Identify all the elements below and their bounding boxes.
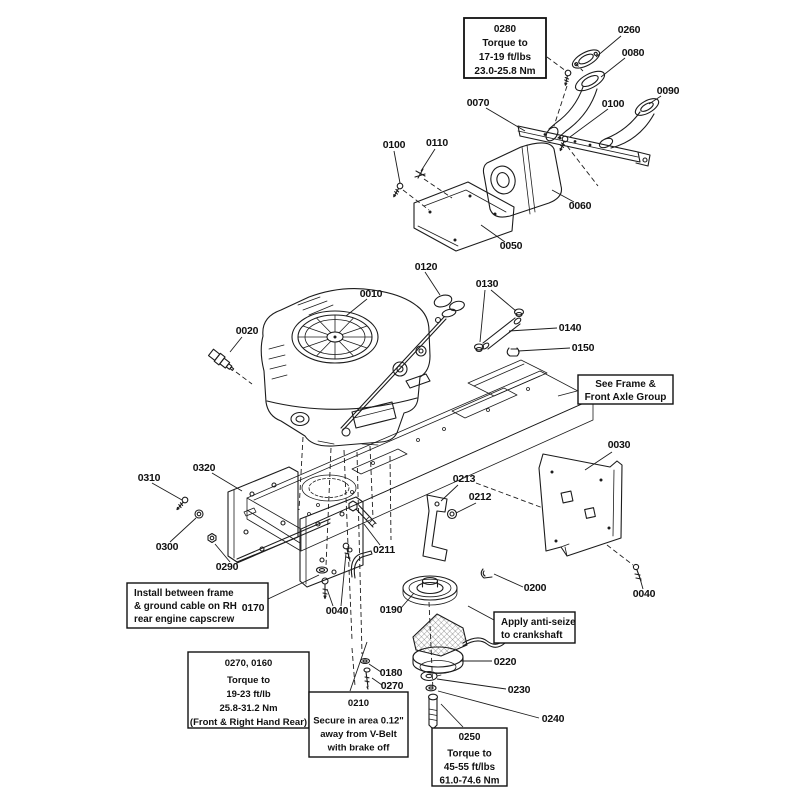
part-label-0260: 0260 [617,24,641,36]
callout-install-ground-cable-line-2: rear engine capscrew [134,614,235,625]
frame-art [247,360,593,551]
screw-0100-shield-art [391,182,403,198]
callout-see-frame-group-line-0: See Frame & [595,379,656,390]
callout-torque-0270-0160-line-1: Torque to [226,675,271,686]
washer-0300-art [195,510,203,518]
washers-0230-art [421,672,441,691]
gasket-0260-art [570,46,603,72]
part-label-0050: 0050 [499,240,523,252]
part-label-0320: 0320 [192,462,216,474]
callout-torque-0280-line-1: Torque to [482,38,528,49]
alignment-dashes [236,57,633,691]
part-label-0060: 0060 [568,200,592,212]
callout-secure-0210-line-2: away from V-Belt [320,729,397,740]
part-label-0290: 0290 [215,561,239,573]
callout-torque-0250-line-1: Torque to [447,748,492,760]
callout-torque-0280-line-2: 17-19 ft/lbs [478,52,532,63]
part-label-0300: 0300 [155,541,179,553]
callout-anti-seize [494,612,576,643]
callout-torque-0280-line-3: 23.0-25.8 Nm [474,66,536,77]
part-label-0190: 0190 [379,604,403,616]
bolt-0240-art [429,694,438,729]
part-label-0240: 0240 [541,713,565,725]
part-label-0270: 0270 [380,680,404,692]
part-label-0230: 0230 [507,684,531,696]
part-label-0040-right: 0040 [632,588,656,600]
part-label-0170: 0170 [241,602,265,614]
part-label-0200: 0200 [523,582,547,594]
part-label-0070: 0070 [466,97,490,109]
callout-torque-0250-line-3: 61.0-74.6 Nm [439,775,500,787]
part-label-0120: 0120 [414,261,438,273]
clip-0110-art [415,169,425,178]
part-label-0080: 0080 [621,47,645,59]
callout-see-frame-group [578,375,673,404]
part-label-0212: 0212 [468,491,492,503]
callout-torque-0270-0160-line-3: 25.8-31.2 Nm [219,703,278,714]
callout-see-frame-group-line-1: Front Axle Group [584,392,667,403]
part-label-0140: 0140 [558,322,582,334]
small-hardware-art [317,543,642,689]
callout-torque-0250 [432,728,507,787]
part-label-0150: 0150 [571,342,595,354]
callout-anti-seize-line-0: Apply anti-seize [501,617,576,628]
part-label-0130: 0130 [475,278,499,290]
nut-0290-art [208,534,216,543]
part-label-0100-upper: 0100 [601,98,625,110]
screw-0310-art [175,496,189,511]
callout-torque-0270-0160-line-0: 0270, 0160 [224,658,273,669]
callout-secure-0210-line-0: 0210 [347,698,370,709]
part-label-0020: 0020 [235,325,259,337]
nut-0212-art [448,510,457,519]
callout-torque-0270-0160 [188,652,309,728]
spark-plug-art [208,348,236,373]
callout-secure-0210 [309,692,408,757]
callout-torque-0270-0160-line-4: (Front & Right Hand Rear) [189,717,308,728]
part-label-0110: 0110 [426,137,448,149]
callout-torque-0280 [464,18,546,78]
callout-secure-0210-line-3: with brake off [327,742,390,754]
callout-torque-0280-line-0: 0280 [493,24,517,35]
nut-0130-upper-art [515,309,524,317]
callout-torque-0250-line-0: 0250 [458,732,481,743]
part-label-0100-shield: 0100 [382,139,406,151]
part-label-0211: 0211 [373,544,395,556]
screw-0270-art [364,668,370,689]
part-label-0030: 0030 [607,439,631,451]
washer-0170-art [317,567,328,573]
part-label-0180: 0180 [379,667,403,679]
callout-torque-0250-line-2: 45-55 ft/lbs [443,762,496,773]
screw-0280-art [563,70,572,86]
callout-install-ground-cable-line-1: & ground cable on RH [134,601,237,612]
callout-secure-0210-line-1: Secure in area 0.12" [313,715,404,727]
bracket-0070-art [518,126,650,166]
bracket-0213-art [423,495,447,561]
tube-0140-art [475,309,524,356]
rear-plate-art [539,454,622,556]
belt-keeper-0200-art [481,569,492,578]
part-label-0220: 0220 [493,656,517,668]
part-label-0310: 0310 [137,472,161,484]
part-label-0010: 0010 [359,288,383,300]
dipstick-art [341,293,465,430]
clip-0150-art [507,348,519,356]
pipe-0080-art [544,67,608,143]
pulley-art [403,576,457,605]
part-label-0213: 0213 [452,473,476,485]
callout-anti-seize-line-1: to crankshaft [501,630,563,641]
mount-brackets-art [175,467,363,587]
brake-rod-art [351,551,372,578]
callout-install-ground-cable-line-0: Install between frame [134,588,234,599]
callout-torque-0270-0160-line-2: 19-23 ft/lb [226,689,271,700]
part-label-0040-left: 0040 [325,605,349,617]
washer-0180-art [361,659,370,664]
part-label-0090: 0090 [656,85,680,97]
